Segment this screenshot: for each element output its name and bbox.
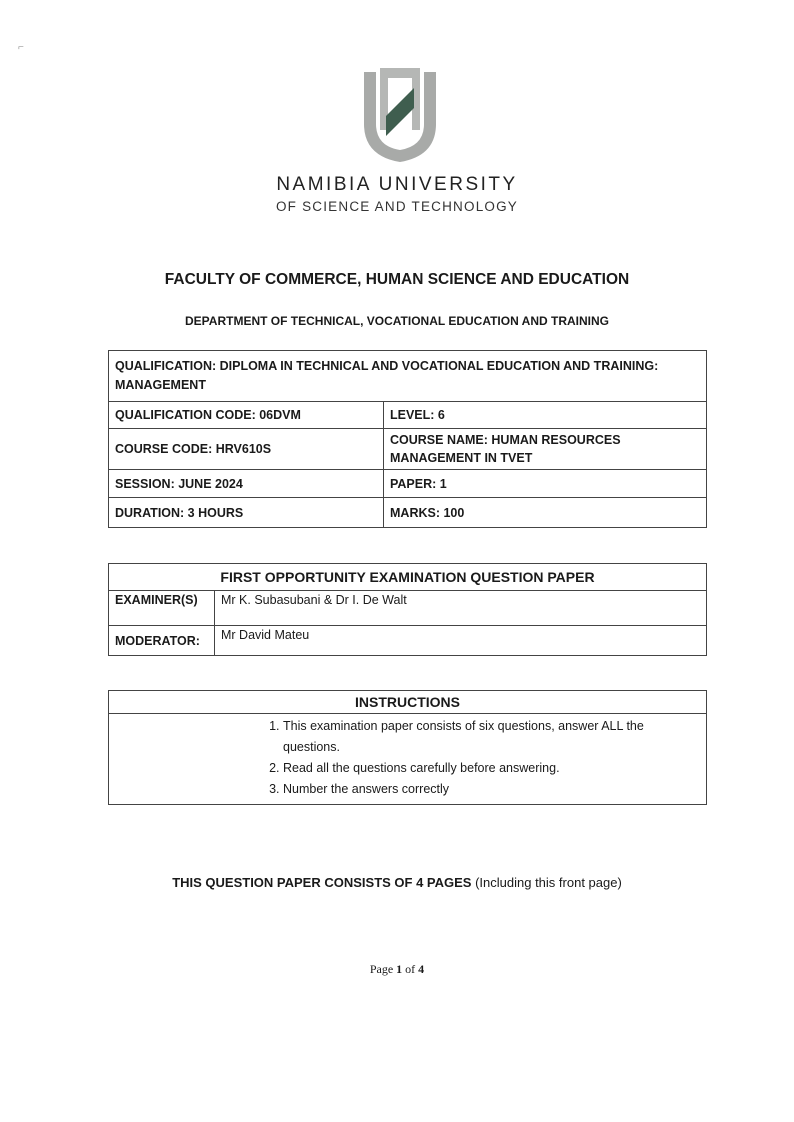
course-name: COURSE NAME: HUMAN RESOURCES MANAGEMENT IN TVET — [384, 429, 707, 470]
instruction-item: 2. Read all the questions carefully before answering. — [283, 758, 700, 779]
university-logo — [358, 64, 442, 164]
university-name: NAMIBIA UNIVERSITY — [276, 174, 518, 195]
duration: DURATION: 3 HOURS — [109, 498, 384, 528]
page-count-note — [0, 875, 794, 890]
moderator: Mr David Mateu — [215, 626, 707, 656]
qualification-code: QUALIFICATION CODE: 06DVM — [109, 402, 384, 429]
course-info-table — [108, 350, 707, 528]
page-number — [0, 962, 794, 977]
examiner: Mr K. Subasubani & Dr I. De Walt — [215, 591, 707, 626]
scan-mark: ⌐ — [18, 42, 24, 53]
level: LEVEL: 6 — [384, 402, 707, 429]
instruction-item: 3. Number the answers correctly — [283, 779, 700, 800]
page-count-bold: THIS QUESTION PAPER CONSISTS OF 4 PAGES — [172, 875, 472, 890]
exam-title: FIRST OPPORTUNITY EXAMINATION QUESTION PAPER — [109, 564, 707, 591]
moderator-label: MODERATOR: — [109, 626, 215, 656]
course-code: COURSE CODE: HRV610S — [109, 429, 384, 470]
instructions-table — [108, 690, 707, 805]
page-current: 1 — [396, 962, 403, 976]
instructions-list — [115, 716, 700, 800]
paper: PAPER: 1 — [384, 470, 707, 498]
marks: MARKS: 100 — [384, 498, 707, 528]
page-of: of — [402, 962, 419, 976]
department-heading: DEPARTMENT OF TECHNICAL, VOCATIONAL EDUCATION AND TRAINING — [185, 314, 609, 328]
page-prefix: Page — [369, 962, 397, 976]
exam-info-table — [108, 563, 707, 656]
qualification: QUALIFICATION: DIPLOMA IN TECHNICAL AND VOCATIONAL EDUCATION AND TRAINING: MANAGEMENT — [109, 351, 707, 402]
university-subtitle: OF SCIENCE AND TECHNOLOGY — [275, 199, 519, 214]
instructions-title: INSTRUCTIONS — [109, 691, 707, 714]
session: SESSION: JUNE 2024 — [109, 470, 384, 498]
instruction-item: 1. This examination paper consists of six questions, answer ALL the questions. — [283, 716, 700, 758]
examiner-label: EXAMINER(S) — [109, 591, 215, 626]
faculty-heading: FACULTY OF COMMERCE, HUMAN SCIENCE AND EDUCATION — [164, 271, 630, 288]
page-total: 4 — [418, 962, 425, 976]
page-count-normal: (Including this front page) — [471, 875, 622, 890]
